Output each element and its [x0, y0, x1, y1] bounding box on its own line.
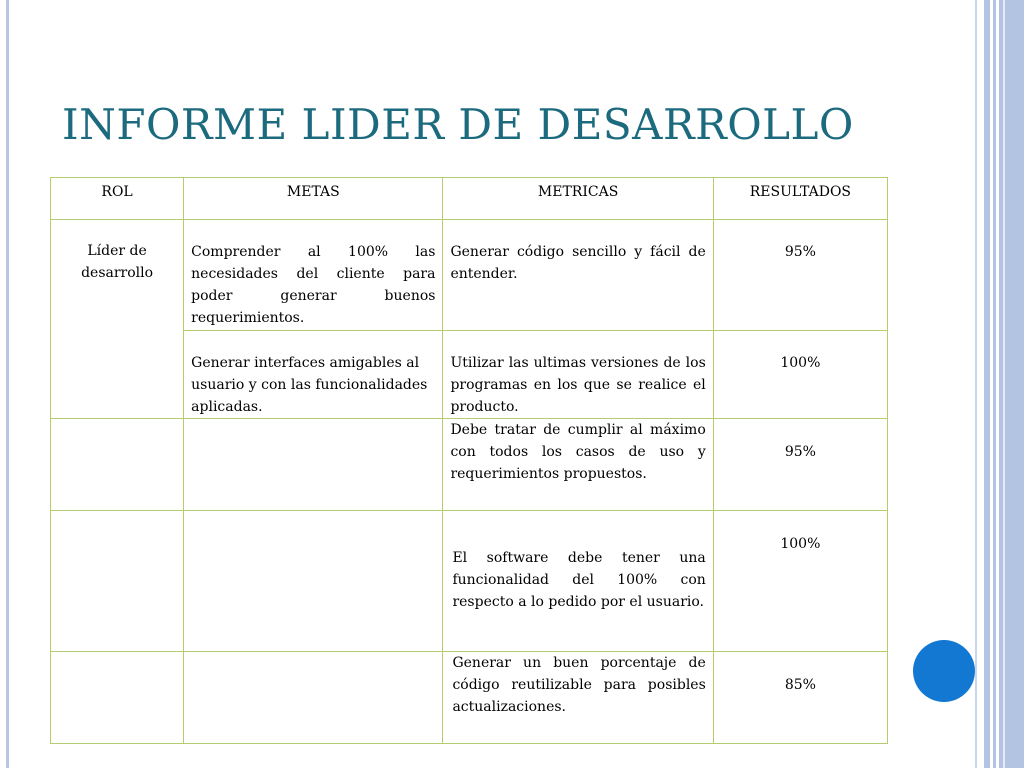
table-row	[51, 652, 888, 744]
header-metricas: METRICAS	[443, 178, 713, 220]
resultado-cell: 95%	[713, 220, 887, 331]
header-resultados: RESULTADOS	[713, 178, 887, 220]
resultado-cell: 85%	[713, 652, 887, 744]
meta-cell: Generar interfaces amigables al usuario y con las funcionalidades aplicadas.	[184, 331, 443, 419]
rol-cell	[51, 419, 184, 511]
resultado-cell: 100%	[713, 331, 887, 419]
table-row	[51, 419, 888, 511]
metrica-cell: Debe tratar de cumplir al máximo con todos los casos de uso y requerimientos propuestos.	[443, 419, 713, 511]
report-table	[50, 177, 888, 744]
left-frame-line	[6, 0, 9, 768]
rol-cell	[51, 652, 184, 744]
meta-cell	[184, 419, 443, 511]
table-row	[51, 511, 888, 652]
rol-cell	[51, 511, 184, 652]
rol-cell: Líder de desarrollo	[51, 220, 184, 419]
right-stripe-3	[993, 0, 996, 768]
table-header-row	[51, 178, 888, 220]
metrica-cell: Generar un buen porcentaje de código reutilizable para posibles actualizaciones.	[443, 652, 713, 744]
resultado-cell: 95%	[713, 419, 887, 511]
metrica-cell: Utilizar las ultimas versiones de los programas en los que se realice el producto.	[443, 331, 713, 419]
header-rol: ROL	[51, 178, 184, 220]
right-stripe-5	[1003, 0, 1005, 768]
right-stripe-2	[984, 0, 990, 768]
metrica-cell: Generar código sencillo y fácil de entender.	[443, 220, 713, 331]
slide-title: INFORME LIDER DE DESARROLLO	[62, 100, 854, 149]
meta-cell: Comprender al 100% las necesidades del cliente para poder generar buenos requerimientos.	[184, 220, 443, 331]
resultado-cell: 100%	[713, 511, 887, 652]
metrica-cell: El software debe tener una funcionalidad del 100% con respecto a lo pedido por el usuario.	[443, 511, 713, 652]
header-metas: METAS	[184, 178, 443, 220]
meta-cell	[184, 511, 443, 652]
decorative-circle	[913, 640, 975, 702]
meta-cell	[184, 652, 443, 744]
right-stripe-1	[975, 0, 977, 768]
table-row	[51, 220, 888, 331]
